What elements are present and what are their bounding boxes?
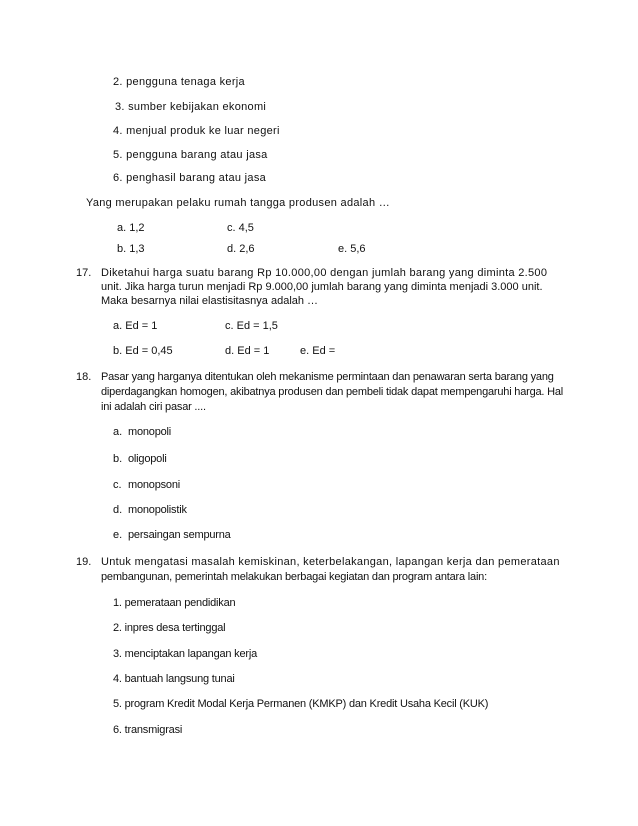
answer-option: b. 1,3 <box>117 243 145 255</box>
answer-option-letter: b. <box>113 453 123 465</box>
answer-option: e. Ed = <box>300 345 336 357</box>
question-number: 18. <box>76 371 92 383</box>
list-item: 4. bantuah langsung tunai <box>113 673 235 685</box>
list-item: 6. transmigrasi <box>113 724 183 736</box>
answer-option: c. Ed = 1,5 <box>225 320 278 332</box>
list-item: 1. pemerataan pendidikan <box>113 597 236 609</box>
list-item: 2. pengguna tenaga kerja <box>113 76 245 88</box>
list-item: 3. sumber kebijakan ekonomi <box>115 101 267 113</box>
question-prompt: Yang merupakan pelaku rumah tangga produsen adalah … <box>86 197 391 209</box>
answer-option-text: persaingan sempurna <box>128 529 231 541</box>
answer-option-letter: d. <box>113 504 123 516</box>
answer-option: c. 4,5 <box>227 222 254 234</box>
list-item: 4. menjual produk ke luar negeri <box>113 125 280 137</box>
answer-option-text: monopoli <box>128 426 172 438</box>
list-item: 5. program Kredit Modal Kerja Permanen (KMKP) dan Kredit Usaha Kecil (KUK) <box>113 698 489 710</box>
question-text-line: unit. Jika harga turun menjadi Rp 9.000,00 jumlah barang yang diminta menjadi 3.000 unit. <box>101 281 543 293</box>
answer-option-letter: c. <box>113 479 122 491</box>
answer-option-text: monopsoni <box>128 479 181 491</box>
answer-option: e. 5,6 <box>338 243 366 255</box>
list-item: 2. inpres desa tertinggal <box>113 622 226 634</box>
answer-option: a. Ed = 1 <box>113 320 158 332</box>
answer-option: a. 1,2 <box>117 222 145 234</box>
answer-option: b. Ed = 0,45 <box>113 345 173 357</box>
list-item: 5. pengguna barang atau jasa <box>113 149 268 161</box>
question-text-line: diperdagangkan homogen, akibatnya produsen dan pembeli tidak dapat mempengaruhi harga. Hal <box>101 386 564 398</box>
question-text-line: ini adalah ciri pasar .... <box>101 401 206 413</box>
question-text-line: Maka besarnya nilai elastisitasnya adalah … <box>101 295 319 307</box>
list-item: 6. penghasil barang atau jasa <box>113 172 267 184</box>
answer-option-letter: e. <box>113 529 123 541</box>
question-text-line: Pasar yang harganya ditentukan oleh mekanisme permintaan dan penawaran serta barang yang <box>101 371 554 383</box>
question-number: 19. <box>76 556 92 568</box>
question-number: 17. <box>76 267 92 279</box>
question-text-line: Diketahui harga suatu barang Rp 10.000,00 dengan jumlah barang yang diminta 2.500 <box>101 267 548 279</box>
answer-option-text: monopolistik <box>128 504 187 516</box>
answer-option: d. Ed = 1 <box>225 345 270 357</box>
answer-option-text: oligopoli <box>128 453 167 465</box>
question-text-line: pembangunan, pemerintah melakukan berbagai kegiatan dan program antara lain: <box>101 571 487 583</box>
answer-option: d. 2,6 <box>227 243 255 255</box>
answer-option-letter: a. <box>113 426 123 438</box>
question-text-line: Untuk mengatasi masalah kemiskinan, keterbelakangan, lapangan kerja dan pemerataan <box>101 556 560 568</box>
list-item: 3. menciptakan lapangan kerja <box>113 648 258 660</box>
